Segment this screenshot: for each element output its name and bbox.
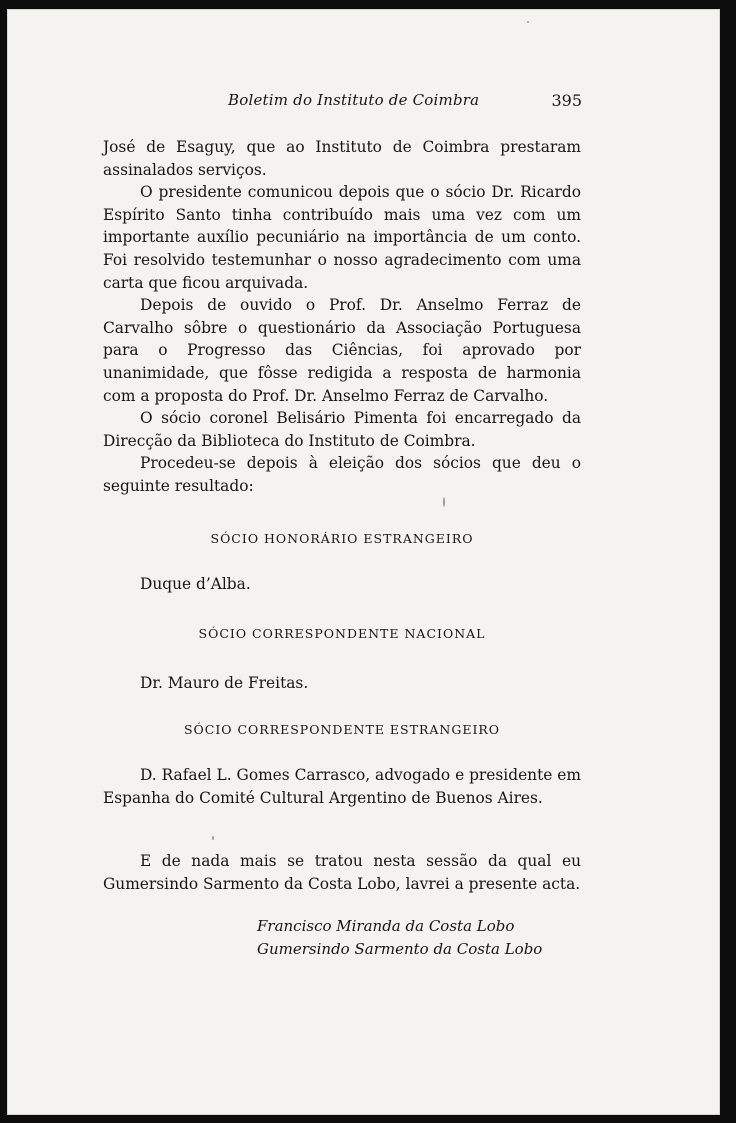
closing-statement <box>103 850 581 895</box>
page-sheet <box>7 9 720 1115</box>
paragraph: O sócio coronel Belisário Pimenta foi encarregado da Direcção da Biblioteca do Instituto de Coimbra. <box>103 409 581 450</box>
paper-speck <box>212 836 214 840</box>
signature-line: Gumersindo Sarmento da Costa Lobo <box>257 939 543 958</box>
document-page <box>7 9 720 1115</box>
election-result-corresponding-foreign <box>103 764 581 809</box>
election-heading-corresponding-foreign: SÓCIO CORRESPONDENTE ESTRANGEIRO <box>183 722 501 737</box>
signature-line: Francisco Miranda da Costa Lobo <box>257 917 515 935</box>
member-name: Dr. Mauro de Freitas. <box>140 674 309 692</box>
minutes-body <box>103 136 581 498</box>
paper-speck <box>527 21 529 23</box>
signature-block <box>257 915 577 960</box>
paragraph: Depois de ouvido o Prof. Dr. Anselmo Ferraz de Carvalho sôbre o questionário da Associação Portuguesa para o Progresso das Ciências, foi aprovado por unanimidade, que fôsse redigida a resposta de harmonia com a proposta do Prof. Dr. Anselmo Ferraz de Carvalho. <box>103 296 581 405</box>
election-result-corresponding-national <box>103 672 581 695</box>
member-name: D. Rafael L. Gomes Carrasco, advogado e presidente em Espanha do Comité Cultural Argentino de Buenos Aires. <box>103 766 581 807</box>
paragraph: Procedeu-se depois à eleição dos sócios que deu o seguinte resultado: <box>103 454 581 495</box>
paper-speck <box>443 497 445 507</box>
election-heading-honorary-foreign: SÓCIO HONORÁRIO ESTRANGEIRO <box>210 531 474 546</box>
election-result-honorary-foreign <box>103 573 581 596</box>
paragraph: O presidente comunicou depois que o sócio Dr. Ricardo Espírito Santo tinha contribuído mais uma vez com um importante auxílio pecuniário na importância de um conto. Foi resolvido testemunhar o nosso agradecimento com uma carta que ficou arquivada. <box>103 183 581 292</box>
closing-paragraph: E de nada mais se tratou nesta sessão da qual eu Gumersindo Sarmento da Costa Lobo, lavrei a presente acta. <box>103 852 581 893</box>
paragraph-continuation: José de Esaguy, que ao Instituto de Coimbra prestaram assinalados serviços. <box>103 138 581 179</box>
member-name: Duque d’Alba. <box>140 575 251 593</box>
running-title: Boletim do Instituto de Coimbra <box>228 91 480 109</box>
running-head <box>102 91 582 115</box>
election-heading-corresponding-national: SÓCIO CORRESPONDENTE NACIONAL <box>198 626 486 641</box>
page-number: 395 <box>551 91 582 110</box>
